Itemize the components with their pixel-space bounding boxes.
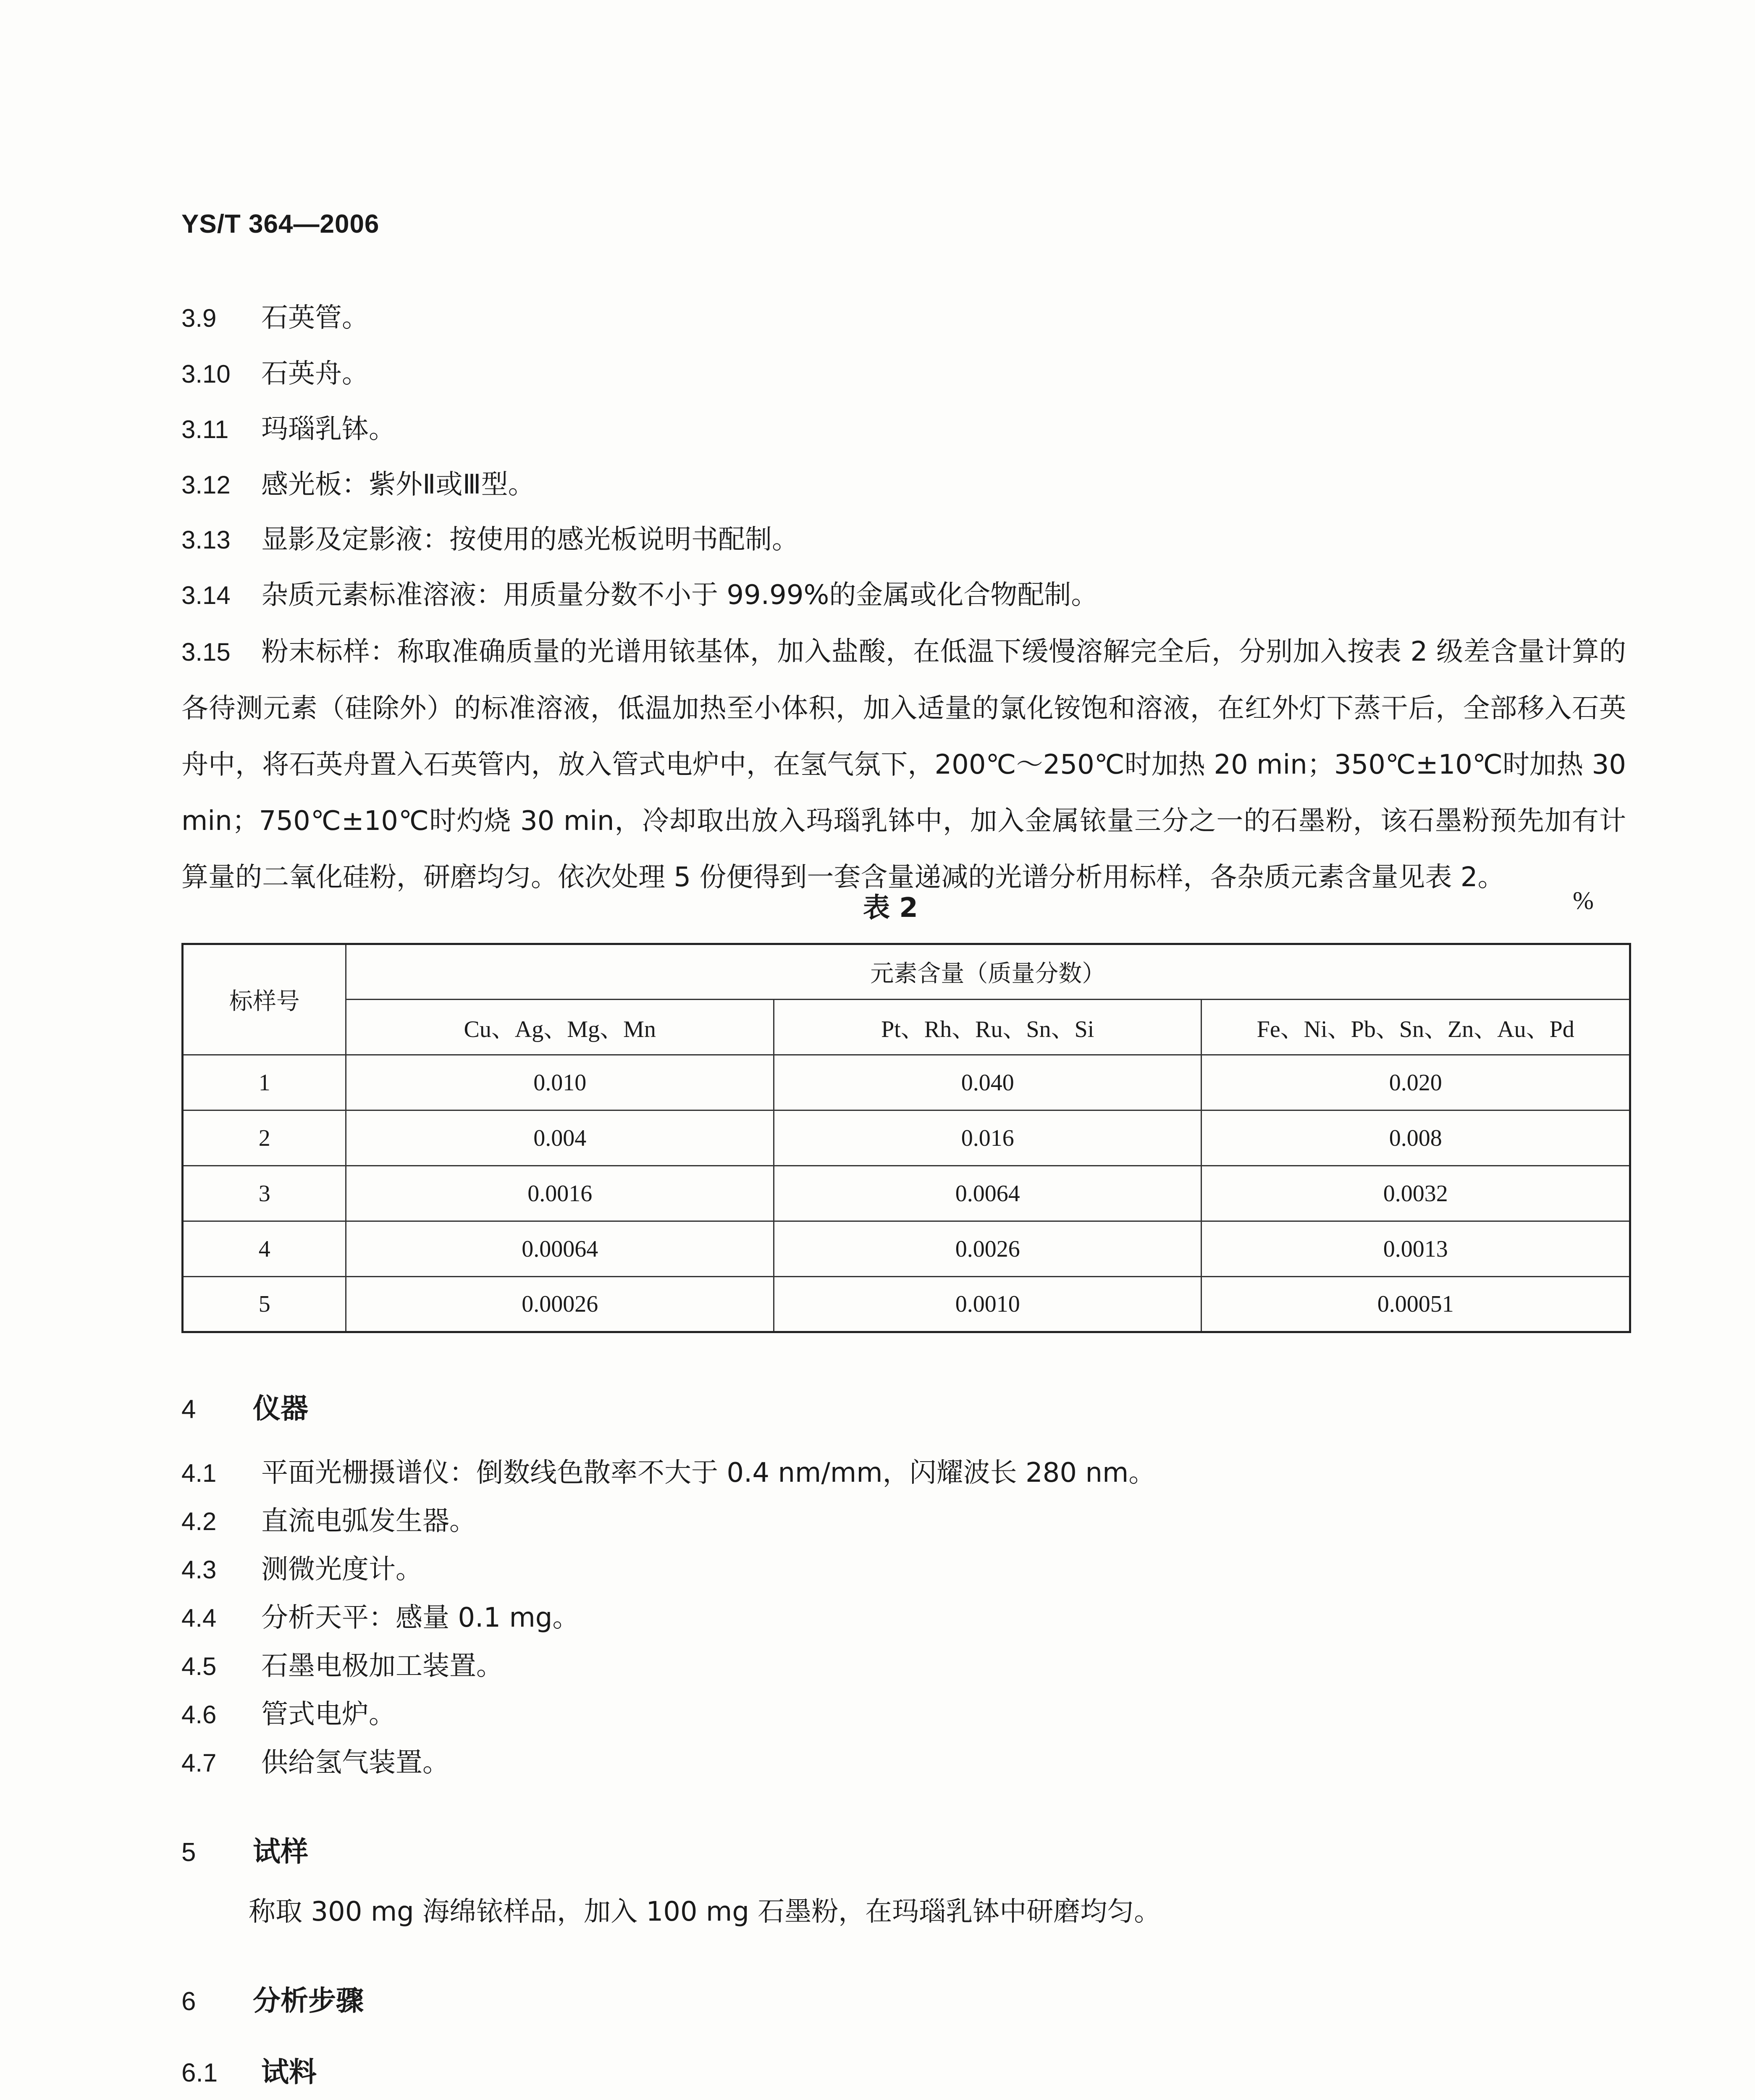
section-5-heading [181,1829,308,1869]
item-text: 直流电弧发生器。 [261,1506,476,1537]
item-number: 3.10 [181,360,231,388]
section-number: 6.1 [181,2058,218,2087]
item-text: 平面光栅摄谱仪：倒数线色散率不大于 0.4 nm/mm，闪耀波长 280 nm。 [261,1457,1156,1488]
item-4-6 [181,1701,396,1728]
item-text: 管式电炉。 [261,1699,396,1730]
standard-header: YS/T 364—2006 [181,210,380,239]
col-group-c: Fe、Ni、Pb、Sn、Zn、Au、Pd [1201,1000,1630,1055]
item-number: 4.5 [181,1652,217,1680]
item-number: 3.14 [181,581,231,609]
section-number: 4 [181,1395,196,1424]
item-text: 感光板：紫外Ⅱ或Ⅲ型。 [261,469,535,500]
item-4-3 [181,1556,422,1583]
item-4-4 [181,1604,579,1631]
col-group-a: Cu、Ag、Mg、Mn [346,1000,774,1055]
col-element-content: 元素含量（质量分数） [346,944,1630,1000]
item-text: 分析天平：感量 0.1 mg。 [261,1602,580,1633]
item-text: 粉末标样：称取准确质量的光谱用铱基体，加入盐酸，在低温下缓慢溶解完全后，分别加入按表 2 级差含量计算的各待测元素（硅除外）的标准溶液，低温加热至小体积，加入适量的氯化铵饱和溶液，在红外灯下蒸干后，全部移入石英舟中，将石英舟置入石英管内，放入管式电炉中，在氢气氛下，200℃～250℃时加热 20 min；350℃±10℃时加热 30 min；750℃±10℃时灼烧 30 min，冷却取出放入玛瑙乳钵中，加入金属铱量三分之一的石墨粉，该石墨粉预先加有计算量的二氧化硅粉，研磨均匀。依次处理 5 份便得到一套含量递减的光谱分析用标样，各杂质元素含量见表 2。 [181,636,1626,893]
item-text: 测微光度计。 [261,1554,422,1585]
section-title: 试样 [253,1835,308,1868]
cell-value: 0.00051 [1201,1277,1630,1332]
item-number: 4.6 [181,1701,217,1729]
section-6-heading [181,1978,364,2018]
cell-value: 0.020 [1201,1055,1630,1110]
item-number: 3.13 [181,526,231,554]
table-row [183,1110,1630,1166]
col-sample-id: 标样号 [183,944,346,1055]
section-4-heading [181,1386,308,1426]
item-number: 4.7 [181,1749,217,1777]
cell-sample-id: 4 [183,1221,346,1277]
cell-value: 0.0032 [1201,1166,1630,1221]
item-number: 3.15 [181,638,231,666]
cell-sample-id: 1 [183,1055,346,1110]
item-text: 玛瑙乳钵。 [261,414,396,445]
table-unit: % [1573,887,1594,914]
section-title: 试料 [261,2056,317,2088]
subsection-6-1-text [181,2092,1626,2100]
item-number: 4.1 [181,1459,217,1487]
item-3-15 [181,624,1626,906]
cell-value: 0.00064 [346,1221,774,1277]
table-caption: 表 2 [863,892,918,924]
item-text: 供给氢气装置。 [261,1747,449,1778]
item-4-2 [181,1508,476,1535]
item-4-7 [181,1749,449,1776]
cell-value: 0.00026 [346,1277,774,1332]
cell-value: 0.004 [346,1110,774,1166]
table-2 [181,943,1631,1333]
col-group-b: Pt、Rh、Ru、Sn、Si [774,1000,1201,1055]
cell-value: 0.0016 [346,1166,774,1221]
cell-value: 0.008 [1201,1110,1630,1166]
item-text: 石英管。 [261,302,369,333]
cell-value: 0.0010 [774,1277,1201,1332]
table-row [183,1166,1630,1221]
cell-value: 0.0026 [774,1221,1201,1277]
item-number: 4.3 [181,1556,217,1584]
cell-value: 0.016 [774,1110,1201,1166]
cell-value: 0.0013 [1201,1221,1630,1277]
item-3-12 [181,471,535,498]
item-number: 3.11 [181,415,229,444]
cell-value: 0.040 [774,1055,1201,1110]
item-number: 3.9 [181,304,217,332]
section-number: 5 [181,1838,196,1867]
item-3-9 [181,304,369,331]
cell-value: 0.010 [346,1055,774,1110]
table-header-row [183,944,1630,1000]
item-4-5 [181,1653,503,1680]
table-subheader-row [183,1000,1630,1055]
table-row [183,1221,1630,1277]
subsection-6-1-heading [181,2050,317,2090]
cell-sample-id: 3 [183,1166,346,1221]
item-3-13 [181,526,799,553]
item-text: 杂质元素标准溶液：用质量分数不小于 99.99%的金属或化合物配制。 [261,580,1098,611]
cell-sample-id: 2 [183,1110,346,1166]
item-text: 石英舟。 [261,358,369,389]
table-row [183,1055,1630,1110]
table-row [183,1277,1630,1332]
item-number: 3.12 [181,471,231,499]
item-number: 4.2 [181,1507,217,1536]
item-3-14 [181,582,1098,609]
cell-value: 0.0064 [774,1166,1201,1221]
item-number: 4.4 [181,1604,217,1632]
item-3-11 [181,416,396,443]
section-5-text: 称取 300 mg 海绵铱样品，加入 100 mg 石墨粉，在玛瑙乳钵中研磨均匀。 [249,1896,1161,1927]
item-text: 显影及定影液：按使用的感光板说明书配制。 [261,524,799,555]
item-4-1 [181,1457,1156,1488]
cell-sample-id: 5 [183,1277,346,1332]
section-title: 仪器 [253,1392,308,1425]
item-3-10 [181,360,369,387]
section-number: 6 [181,1987,196,2016]
item-text: 石墨电极加工装置。 [261,1651,503,1682]
section-title: 分析步骤 [253,1984,364,2017]
